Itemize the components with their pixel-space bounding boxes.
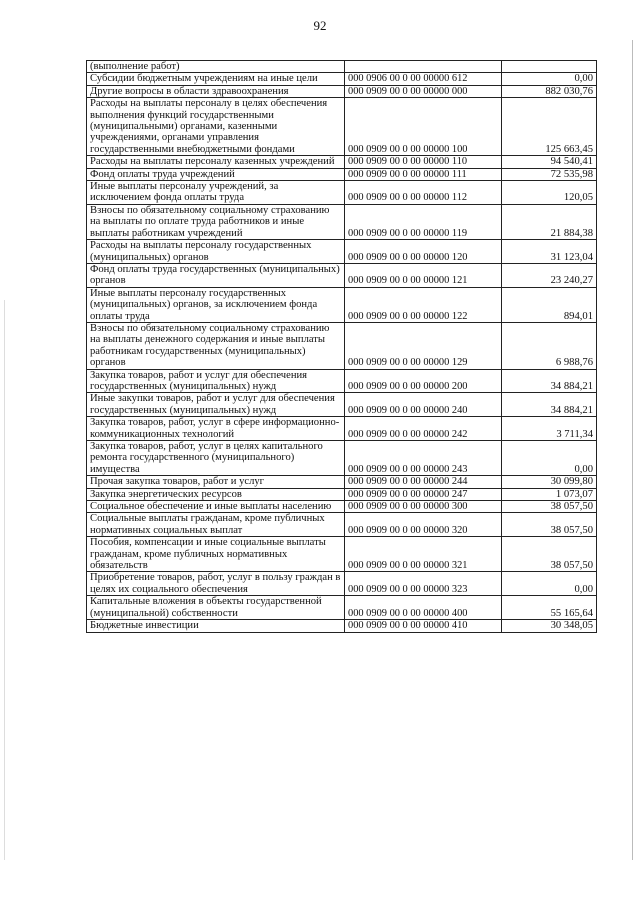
cell-amount: 34 884,21 [502,369,597,393]
cell-code: 000 0909 00 0 00 00000 112 [345,181,502,205]
cell-code: 000 0909 00 0 00 00000 200 [345,369,502,393]
cell-amount: 30 099,80 [502,476,597,488]
cell-code: 000 0909 00 0 00 00000 111 [345,168,502,180]
cell-name: Субсидии бюджетным учреждениям на иные цели [87,73,345,85]
table-row [87,85,597,97]
table-row [87,61,597,73]
cell-code: 000 0909 00 0 00 00000 110 [345,156,502,168]
table-row [87,441,597,476]
cell-code: 000 0909 00 0 00 00000 000 [345,85,502,97]
table-row [87,287,597,322]
cell-name: Закупка товаров, работ и услуг для обеспечения государственных (муниципальных) нужд [87,369,345,393]
cell-amount: 1 073,07 [502,488,597,500]
cell-code: 000 0909 00 0 00 00000 300 [345,501,502,513]
table-row [87,181,597,205]
cell-name: Закупка энергетических ресурсов [87,488,345,500]
cell-amount: 0,00 [502,572,597,596]
table-row [87,263,597,287]
cell-name: Расходы на выплаты персоналу государственных (муниципальных) органов [87,240,345,264]
table-row [87,240,597,264]
cell-code: 000 0909 00 0 00 00000 320 [345,513,502,537]
budget-table-body [87,61,597,633]
cell-name: Взносы по обязательному социальному страхованию на выплаты денежного содержания и иные выплаты работникам государственных (муниципальных) органов [87,322,345,369]
table-row [87,501,597,513]
cell-code: 000 0906 00 0 00 00000 612 [345,73,502,85]
cell-amount: 38 057,50 [502,513,597,537]
table-row [87,513,597,537]
cell-name: Прочая закупка товаров, работ и услуг [87,476,345,488]
table-row [87,476,597,488]
cell-code: 000 0909 00 0 00 00000 244 [345,476,502,488]
cell-name: (выполнение работ) [87,61,345,73]
table-row [87,204,597,239]
table-row [87,98,597,156]
cell-name: Иные выплаты персоналу государственных (муниципальных) органов, за исключением фонда оплаты труда [87,287,345,322]
table-row [87,156,597,168]
cell-code [345,61,502,73]
table-row [87,537,597,572]
cell-name: Расходы на выплаты персоналу в целях обеспечения выполнения функций государственными (муниципальными) органами, казенными учреждениями, органами управления государственными внебюджетными фондами [87,98,345,156]
cell-name: Иные выплаты персоналу учреждений, за исключением фонда оплаты труда [87,181,345,205]
cell-name: Пособия, компенсации и иные социальные выплаты гражданам, кроме публичных нормативных обязательств [87,537,345,572]
cell-name: Иные закупки товаров, работ и услуг для обеспечения государственных (муниципальных) нужд [87,393,345,417]
cell-code: 000 0909 00 0 00 00000 243 [345,441,502,476]
cell-amount: 0,00 [502,441,597,476]
cell-amount: 31 123,04 [502,240,597,264]
table-row [87,168,597,180]
cell-name: Бюджетные инвестиции [87,620,345,632]
table-row [87,488,597,500]
cell-amount: 894,01 [502,287,597,322]
cell-code: 000 0909 00 0 00 00000 119 [345,204,502,239]
table-row [87,369,597,393]
cell-name: Социальные выплаты гражданам, кроме публичных нормативных социальных выплат [87,513,345,537]
cell-amount: 38 057,50 [502,537,597,572]
cell-code: 000 0909 00 0 00 00000 323 [345,572,502,596]
scan-edge-left [4,300,5,860]
table-row [87,322,597,369]
cell-amount: 120,05 [502,181,597,205]
table-row [87,572,597,596]
cell-amount: 72 535,98 [502,168,597,180]
cell-name: Фонд оплаты труда учреждений [87,168,345,180]
cell-amount: 30 348,05 [502,620,597,632]
cell-name: Закупка товаров, работ, услуг в целях капитального ремонта государственного (муниципального) имущества [87,441,345,476]
table-row [87,417,597,441]
cell-amount: 94 540,41 [502,156,597,168]
cell-name: Закупка товаров, работ, услуг в сфере информационно-коммуникационных технологий [87,417,345,441]
cell-name: Расходы на выплаты персоналу казенных учреждений [87,156,345,168]
cell-amount: 3 711,34 [502,417,597,441]
cell-amount: 882 030,76 [502,85,597,97]
cell-code: 000 0909 00 0 00 00000 247 [345,488,502,500]
cell-amount: 0,00 [502,73,597,85]
cell-code: 000 0909 00 0 00 00000 321 [345,537,502,572]
cell-name: Другие вопросы в области здравоохранения [87,85,345,97]
scan-edge-right [632,40,633,860]
cell-amount: 55 165,64 [502,596,597,620]
cell-code: 000 0909 00 0 00 00000 410 [345,620,502,632]
cell-amount: 38 057,50 [502,501,597,513]
cell-code: 000 0909 00 0 00 00000 100 [345,98,502,156]
cell-code: 000 0909 00 0 00 00000 122 [345,287,502,322]
cell-name: Приобретение товаров, работ, услуг в пользу граждан в целях их социального обеспечения [87,572,345,596]
cell-code: 000 0909 00 0 00 00000 129 [345,322,502,369]
cell-amount [502,61,597,73]
cell-code: 000 0909 00 0 00 00000 242 [345,417,502,441]
cell-code: 000 0909 00 0 00 00000 120 [345,240,502,264]
cell-code: 000 0909 00 0 00 00000 240 [345,393,502,417]
cell-amount: 21 884,38 [502,204,597,239]
budget-table [86,60,597,633]
cell-code: 000 0909 00 0 00 00000 400 [345,596,502,620]
cell-amount: 6 988,76 [502,322,597,369]
table-row [87,393,597,417]
cell-name: Капитальные вложения в объекты государственной (муниципальной) собственности [87,596,345,620]
cell-name: Взносы по обязательному социальному страхованию на выплаты по оплате труда работников и иные выплаты работникам учреждений [87,204,345,239]
table-row [87,620,597,632]
cell-amount: 23 240,27 [502,263,597,287]
table-row [87,596,597,620]
cell-name: Фонд оплаты труда государственных (муниципальных) органов [87,263,345,287]
cell-amount: 34 884,21 [502,393,597,417]
cell-code: 000 0909 00 0 00 00000 121 [345,263,502,287]
page-number: 92 [313,18,327,33]
cell-name: Социальное обеспечение и иные выплаты населению [87,501,345,513]
cell-amount: 125 663,45 [502,98,597,156]
table-row [87,73,597,85]
